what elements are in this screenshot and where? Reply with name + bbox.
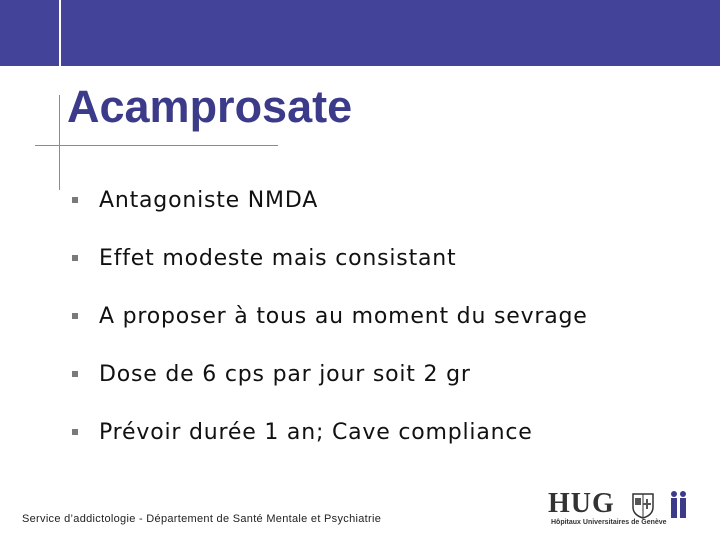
hug-logo	[548, 488, 698, 530]
bullet-item	[72, 403, 588, 461]
header-divider	[59, 0, 61, 66]
bullet-text: Prévoir durée 1 an; Cave compliance	[99, 419, 533, 445]
bullet-text: Effet modeste mais consistant	[99, 245, 457, 271]
title-vertical-rule	[59, 95, 60, 190]
header-band	[0, 0, 720, 66]
bullet-text: Antagoniste NMDA	[99, 187, 319, 213]
bullet-list	[72, 171, 588, 461]
logo-wordmark: HUG	[548, 488, 615, 519]
bullet-text: Dose de 6 cps par jour soit 2 gr	[99, 361, 471, 387]
square-bullet-icon	[72, 313, 78, 319]
square-bullet-icon	[72, 197, 78, 203]
slide-title: Acamprosate	[67, 81, 353, 132]
geneva-crest-icon	[632, 493, 654, 519]
slide-footer: Service d’addictologie - Département de Santé Mentale et Psychiatrie	[22, 513, 382, 525]
people-icon	[668, 490, 690, 520]
square-bullet-icon	[72, 371, 78, 377]
bullet-item	[72, 287, 588, 345]
bullet-text: A proposer à tous au moment du sevrage	[99, 303, 588, 329]
bullet-item	[72, 171, 588, 229]
square-bullet-icon	[72, 429, 78, 435]
bullet-item	[72, 229, 588, 287]
square-bullet-icon	[72, 255, 78, 261]
bullet-item	[72, 345, 588, 403]
logo-subtitle: Hôpitaux Universitaires de Genève	[551, 519, 667, 526]
title-horizontal-rule	[35, 145, 278, 146]
